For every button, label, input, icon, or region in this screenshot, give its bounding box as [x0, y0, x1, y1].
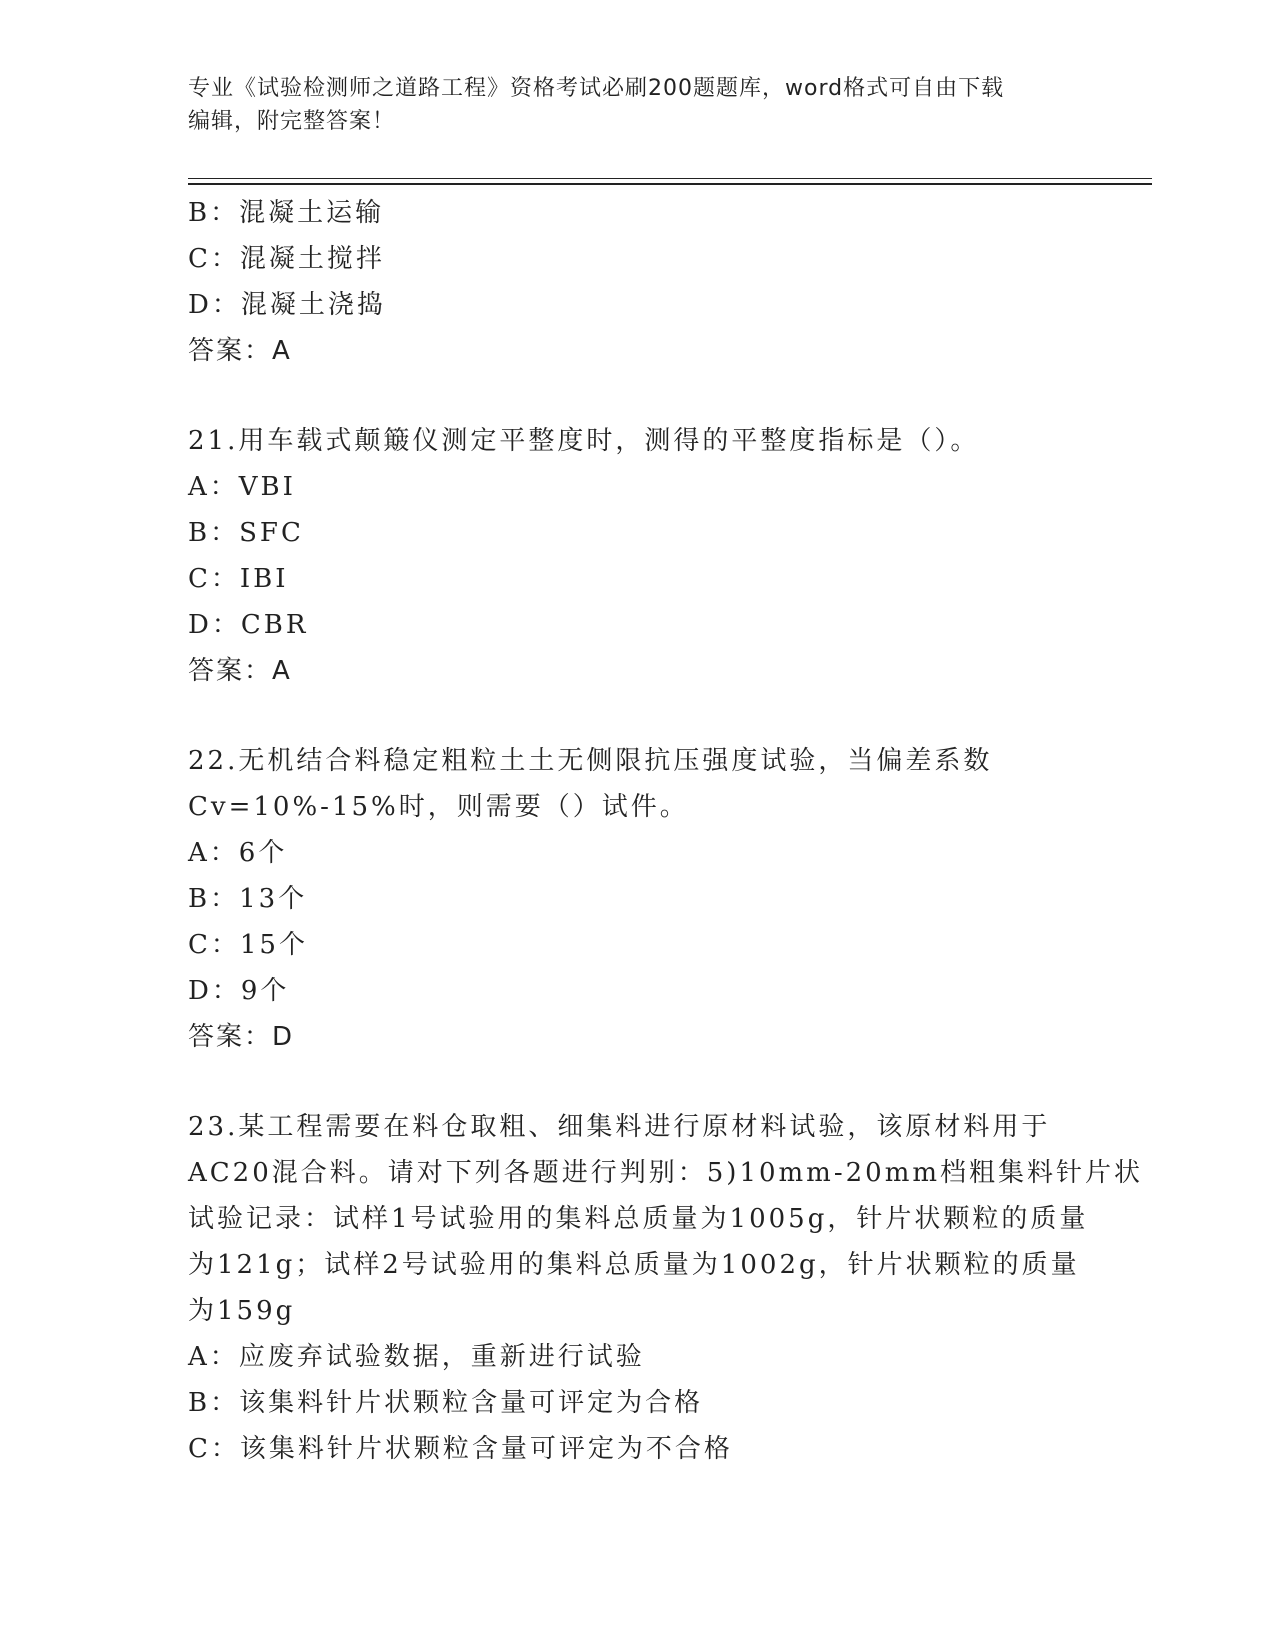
question-text: 21.用车载式颠簸仪测定平整度时，测得的平整度指标是（）。: [188, 426, 980, 456]
question-text-line-2: Cv=10%-15%时，则需要（）试件。: [188, 792, 689, 822]
option-b: B：该集料针片状颗粒含量可评定为合格: [188, 1388, 704, 1418]
question-text-line-5: 为159g: [188, 1296, 296, 1326]
question-text-line-3: 试验记录：试样1号试验用的集料总质量为1005g，针片状颗粒的质量: [188, 1204, 1089, 1234]
option-a: A：应废弃试验数据，重新进行试验: [188, 1342, 645, 1372]
header-line-1: 专业《试验检测师之道路工程》资格考试必刷200题题库，word格式可自由下载: [188, 76, 1005, 101]
spacer: [188, 1060, 1088, 1104]
option-c: C：该集料针片状颗粒含量可评定为不合格: [188, 1434, 733, 1464]
option-a: A：VBI: [188, 472, 296, 502]
answer-line: 答案：A: [188, 336, 292, 366]
spacer: [188, 374, 1088, 418]
answer-line: 答案：D: [188, 1022, 295, 1052]
option-b: B：混凝土运输: [188, 198, 385, 228]
question-text-line-2: AC20混合料。请对下列各题进行判别：5)10mm-20mm档粗集料针片状: [188, 1158, 1144, 1188]
option-b: B：SFC: [188, 518, 304, 548]
spacer: [188, 694, 1088, 738]
option-c: C：混凝土搅拌: [188, 244, 385, 274]
header-line-2: 编辑，附完整答案！: [188, 109, 396, 134]
question-22: [188, 738, 1088, 1060]
option-a: A：6个: [188, 838, 288, 868]
page-header: [188, 72, 1088, 138]
option-c: C：15个: [188, 930, 308, 960]
question-text-line-1: 23.某工程需要在料仓取粗、细集料进行原材料试验，该原材料用于: [188, 1112, 1051, 1142]
answer-line: 答案：A: [188, 656, 292, 686]
question-text-line-1: 22.无机结合料稳定粗粒土土无侧限抗压强度试验，当偏差系数: [188, 746, 993, 776]
option-d: D：混凝土浇捣: [188, 290, 386, 320]
question-block-previous: [188, 190, 1088, 374]
header-divider-thick: [188, 183, 1152, 185]
option-d: D：CBR: [188, 610, 309, 640]
question-content: [188, 190, 1144, 1472]
question-23: [188, 1104, 1144, 1472]
option-d: D：9个: [188, 976, 290, 1006]
question-text-line-4: 为121g；试样2号试验用的集料总质量为1002g，针片状颗粒的质量: [188, 1250, 1080, 1280]
header-divider-thin: [188, 178, 1152, 179]
question-21: [188, 418, 1088, 694]
option-b: B：13个: [188, 884, 308, 914]
option-c: C：IBI: [188, 564, 289, 594]
